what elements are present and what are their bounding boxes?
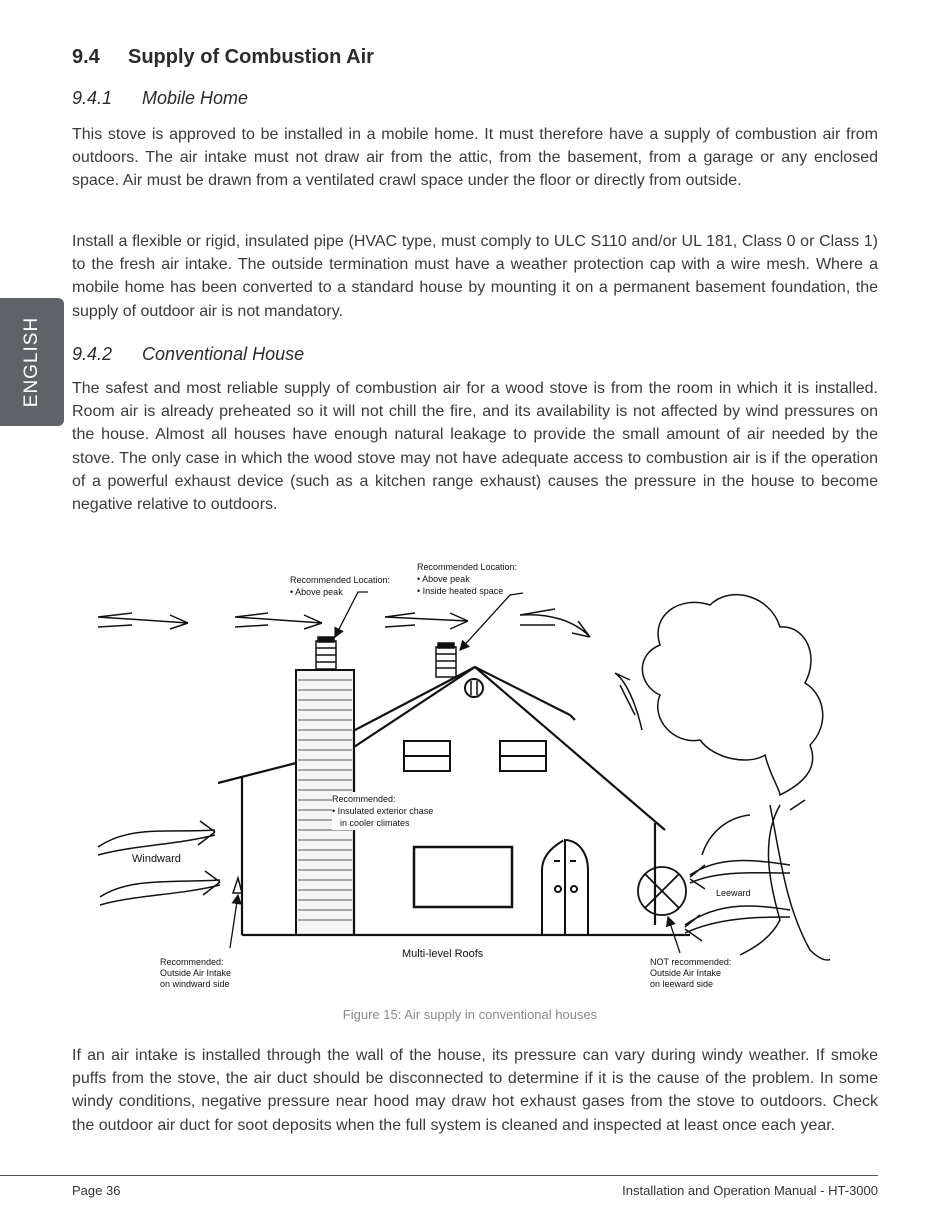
subsection-number: 9.4.2 xyxy=(72,344,113,364)
label-rec-intake-3: on windward side xyxy=(160,979,230,989)
tree-icon xyxy=(642,595,830,960)
not-recommended-intake-icon xyxy=(638,867,686,915)
label-rec-location-2-title: Recommended Location: xyxy=(417,562,518,572)
label-rec-location-1-title: Recommended Location: xyxy=(290,575,391,585)
subsection-title: Conventional House xyxy=(142,344,305,364)
label-rec-location-2-item2: • Inside heated space xyxy=(417,586,504,596)
section-number: 9.4 xyxy=(72,46,100,68)
air-intake-windward-icon xyxy=(233,878,242,893)
air-supply-diagram xyxy=(90,555,830,1000)
language-tab-label: ENGLISH xyxy=(21,316,42,408)
leader-line xyxy=(460,593,523,650)
label-rec-location-2-item1: • Above peak xyxy=(417,574,470,584)
paragraph-conventional-house: The safest and most reliable supply of combustion air for a wood stove is from the room in which it is installed. Room air is already preheated so it will not chill the fire, and its availability is not affected by wind pressures on the house. Almost all houses have enough natural leakage to provide the small amount of air needed by the stove. The only case in which the wood stove may not have adequate access to combustion air is if the operation of a powerful exhaust device (such as a kitchen range exhaust) causes the pressure in the house to become negative relative to outdoors. xyxy=(72,380,878,514)
upper-windows xyxy=(404,741,546,771)
front-door xyxy=(542,840,588,935)
paragraph-air-intake-wall: If an air intake is installed through the wall of the house, its pressure can vary during windy weather. If smoke puffs from the stove, the air duct should be disconnected to determine if it is the cause of the problem. In some windy conditions, negative pressure near hood may draw hot exhaust gases from the stove to outdoors. Check the outdoor air duct for soot deposits when the full system is cleaned and inspected at least once each year. xyxy=(72,1047,878,1134)
language-tab xyxy=(0,298,64,426)
footer-manual-title: Installation and Operation Manual - HT-3000 xyxy=(622,1183,878,1198)
wind-gust-icon xyxy=(615,673,642,730)
label-rec-intake-2: Outside Air Intake xyxy=(160,968,232,978)
leader-line xyxy=(335,592,368,637)
footer-divider xyxy=(0,1175,878,1176)
label-chase-item2: in cooler climates xyxy=(340,818,410,828)
subsection-number: 9.4.1 xyxy=(72,88,113,108)
label-not-rec-3: on leeward side xyxy=(650,979,714,989)
paragraph-mobile-home-1: This stove is approved to be installed in a mobile home. It must therefore have a supply of combustion air from outdoors. The air intake must not draw air from the attic, from the basement, from a garage or any enclosed space. Air must be drawn from a ventilated crawl space under the floor or directly from outside. xyxy=(72,126,878,190)
label-rec-location-1-item: • Above peak xyxy=(290,587,343,597)
section-title: Supply of Combustion Air xyxy=(128,46,374,68)
figure-caption: Figure 15: Air supply in conventional houses xyxy=(342,1007,598,1022)
label-windward: Windward xyxy=(132,853,181,865)
paragraph-mobile-home-2: Install a flexible or rigid, insulated pipe (HVAC type, must comply to ULC S110 and/or UL 181, Class 0 or Class 1) to the fresh air intake. The outside termination must have a weather protection cap with a wire mesh. Where a mobile home has been converted to a standard house by mounting it on a permanent basement foundation, the supply of outdoor air is not mandatory. xyxy=(72,233,878,320)
label-not-rec-1: NOT recommended: xyxy=(650,957,732,967)
label-not-rec-2: Outside Air Intake xyxy=(650,968,722,978)
subsection-title: Mobile Home xyxy=(142,88,249,108)
attic-vent-icon xyxy=(465,679,483,697)
label-multi-level-roofs: Multi-level Roofs xyxy=(402,948,484,960)
footer-page-number: Page 36 xyxy=(72,1183,121,1198)
subsection-heading-mobile-home xyxy=(72,88,248,109)
ground-window xyxy=(414,847,512,907)
wind-arrow-icon xyxy=(98,609,590,637)
label-chase-title: Recommended: xyxy=(332,794,396,804)
subsection-heading-conventional-house xyxy=(72,344,304,365)
leader-line xyxy=(230,895,238,948)
label-leeward: Leeward xyxy=(716,888,751,898)
section-heading xyxy=(72,46,374,69)
label-rec-intake-1: Recommended: xyxy=(160,957,224,967)
label-chase-item1: • Insulated exterior chase xyxy=(332,806,434,816)
